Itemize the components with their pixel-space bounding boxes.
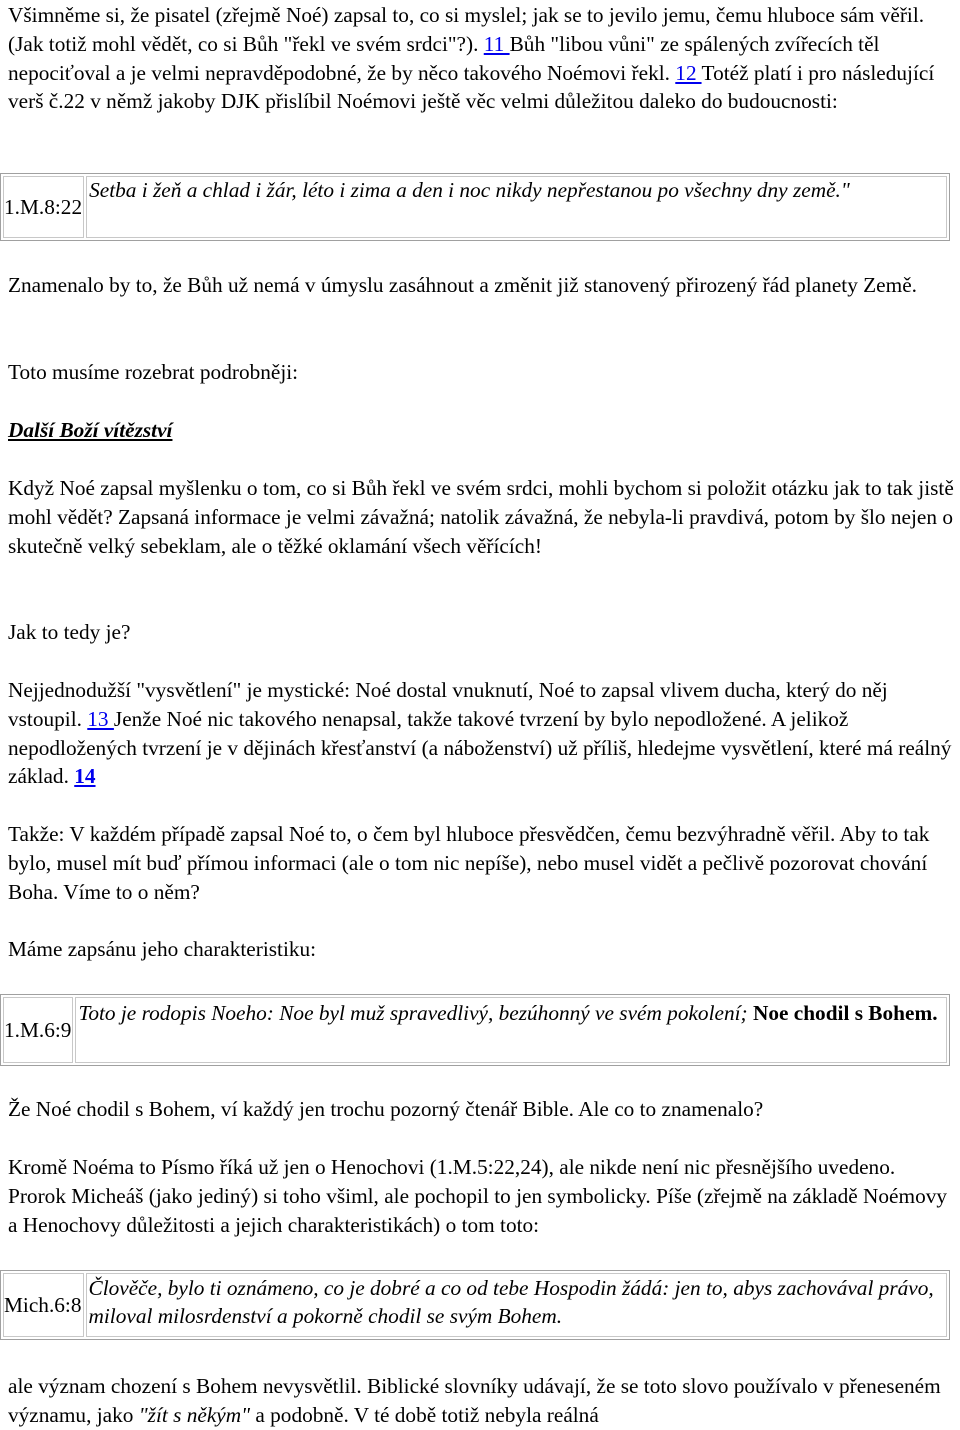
footnote-link-11[interactable]: 11	[483, 31, 510, 56]
verse-reference: Mich.6:8	[3, 1273, 84, 1337]
paragraph-intro	[8, 1, 956, 116]
footnote-link-14[interactable]: 14	[74, 764, 96, 789]
section-heading: Další Boží vítězství	[8, 418, 173, 442]
paragraph: Že Noé chodil s Bohem, ví každý jen trochu pozorný čtenář Bible. Ale co to znamenalo?	[8, 1097, 764, 1121]
paragraph: Znamenalo by to, že Bůh už nemá v úmyslu zasáhnout a změnit již stanovený přirozený řád planety Země.	[8, 273, 917, 297]
paragraph: Máme zapsánu jeho charakteristiku:	[8, 937, 317, 961]
verse-reference: 1.M.8:22	[3, 176, 84, 238]
paragraph-text: Bůh "libou vůni" ze spálených zvířecích těl nepociťoval a je velmi nepravděpodobné, že by něco takového Noémovi řekl.	[8, 31, 880, 85]
paragraph: Takže: V každém případě zapsal Noé to, o čem byl hluboce přesvědčen, čemu bezvýhradně věřil. Aby to tak bylo, musel mít buď přímou informaci (ale o tom nic nepíše), nebo musel vidět a pečlivě pozorovat chování Boha. Víme to o něm?	[8, 822, 930, 904]
paragraph-text-italic: "žít s někým"	[138, 1402, 251, 1427]
paragraph-text: Nejjednodužší "vysvětlení" je mystické: Noé dostal vnuknutí, Noé to zapsal vlivem ducha, který do něj vstoupil.	[8, 678, 888, 731]
verse-table-genesis-8-22	[0, 173, 950, 241]
paragraph-text: Totéž platí i pro následující verš č.22 v němž jakoby DJK přislíbil Noémovi ještě věc velmi důležitou daleko do budoucnosti:	[8, 60, 935, 114]
verse-text-bold: Noe chodil s Bohem.	[752, 1001, 938, 1025]
verse-text: Setba i žeň a chlad i žár, léto i zima a den i noc nikdy nepřestanou po všechny dny země."	[86, 176, 947, 238]
paragraph: Když Noé zapsal myšlenku o tom, co si Bůh řekl ve svém srdci, mohli bychom si položit otázku jak to tak jistě mohl vědět? Zapsaná informace je velmi závažná; natolik závažná, že nebyla-li pravdivá, potom by šlo nejen o skutečně velký sebeklam, ale o těžké oklamání všech věřících!	[8, 476, 954, 558]
paragraph-text: Jenže Noé nic takového nenapsal, takže takové tvrzení by bylo nepodložené. A jelikož nepodložených tvrzení je v dějinách křesťanství (a náboženství) už příliš, hledejme vysvětlení, které má reálný základ.	[8, 706, 952, 789]
paragraph-text: ale význam chození s Bohem nevysvětlil. Biblické slovníky udávají, že se toto slovo používalo v přeneseném významu, jako	[8, 1374, 941, 1427]
verse-table-micah-6-8	[0, 1270, 950, 1340]
paragraph-text: a podobně. V té době totiž nebyla reálná	[250, 1402, 599, 1427]
paragraph: Kromě Noéma to Písmo říká už jen o Henochovi (1.M.5:22,24), ale nikde není nic přesnějšího uvedeno. Prorok Micheáš (jako jediný) si toho všiml, ale pochopil to jen symbolicky. Píše (zřejmě na základě Noémovy a Henochovy důležitosti a jejich charakteristikách) o tom toto:	[8, 1155, 948, 1237]
paragraph	[8, 1372, 956, 1430]
paragraph-text: Všimněme si, že pisatel (zřejmě Noé) zapsal to, co si myslel; jak se to jevilo jemu, čemu hluboce sám věřil. (Jak totiž mohl vědět, co si Bůh "řekl ve svém srdci"?).	[8, 3, 925, 56]
verse-text: Člověče, bylo ti oznámeno, co je dobré a co od tebe Hospodin žádá: jen to, abys zachovával právo, miloval milosrdenství a pokorně chodil se svým Bohem.	[86, 1273, 948, 1337]
footnote-link-12[interactable]: 12	[675, 60, 702, 85]
paragraph: Jak to tedy je?	[8, 620, 131, 644]
paragraph: Toto musíme rozebrat podrobněji:	[8, 360, 299, 384]
verse-text	[75, 997, 947, 1063]
verse-reference: 1.M.6:9	[3, 997, 73, 1063]
verse-text-italic: Toto je rodopis Noeho: Noe byl muž spravedlivý, bezúhonný ve svém pokolení;	[78, 1001, 753, 1025]
paragraph-explanation	[8, 676, 956, 791]
footnote-link-13[interactable]: 13	[87, 706, 114, 731]
verse-table-genesis-6-9	[0, 994, 950, 1066]
